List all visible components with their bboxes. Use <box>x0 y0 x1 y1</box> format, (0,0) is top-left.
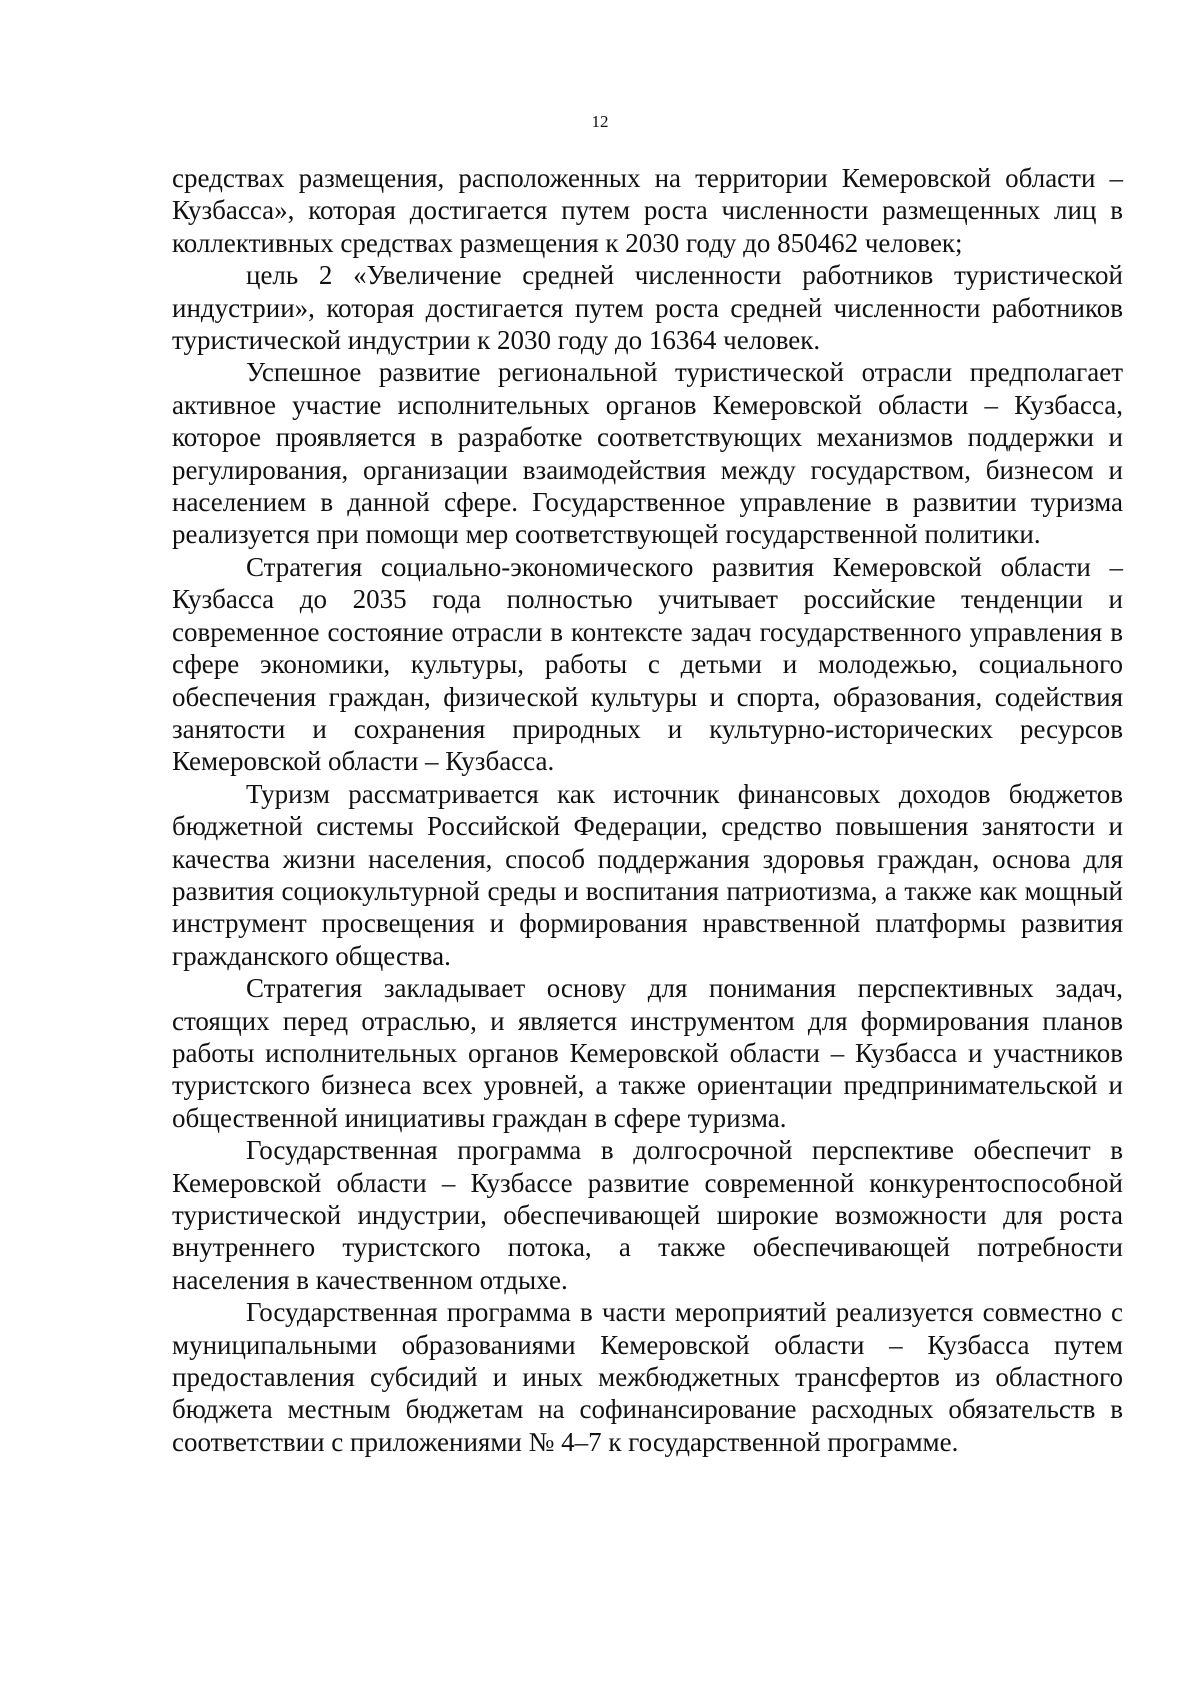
paragraph-program-municipal: Государственная программа в части мероприятий реализуется совместно с муниципальными образованиями Кемеровской области – Кузбасса путем предоставления субсидий и иных межбюджетных трансфертов из областного бюджета местным бюджетам на софинансирование расходных обязательств в соответствии с приложениями № 4–7 к государственной программе. <box>172 1297 1123 1457</box>
paragraph-goal-2: цель 2 «Увеличение средней численности работников туристической индустрии», которая достигается путем роста средней численности работников туристической индустрии к 2030 году до 16364 человек. <box>172 260 1123 356</box>
paragraph-continuation: средствах размещения, расположенных на территории Кемеровской области – Кузбасса», которая достигается путем роста численности размещенных лиц в коллективных средствах размещения к 2030 году до 850462 человек; <box>172 163 1123 258</box>
paragraph-program-longterm: Государственная программа в долгосрочной перспективе обеспечит в Кемеровской области – Кузбассе развитие современной конкурентоспособной туристической индустрии, обеспечивающей широкие возможности для роста внутреннего туристского потока, а также обеспечивающей потребности населения в качественном отдыхе. <box>172 1135 1123 1295</box>
page-number: 12 <box>591 112 609 131</box>
document-body <box>172 162 1123 1458</box>
paragraph-strategy-basis: Стратегия закладывает основу для понимания перспективных задач, стоящих перед отраслью, и является инструментом для формирования планов работы исполнительных органов Кемеровской области – Кузбасса и участников туристского бизнеса всех уровней, а также ориентации предпринимательской и общественной инициативы граждан в сфере туризма. <box>172 973 1123 1133</box>
paragraph-strategy-2035: Стратегия социально-экономического развития Кемеровской области – Кузбасса до 2035 года полностью учитывает российские тенденции и современное состояние отрасли в контексте задач государственного управления в сфере экономики, культуры, работы с детьми и молодежью, социального обеспечения граждан, физической культуры и спорта, образования, содействия занятости и сохранения природных и культурно-исторических ресурсов Кемеровской области – Кузбасса. <box>172 551 1123 777</box>
paragraph-regional-development: Успешное развитие региональной туристической отрасли предполагает активное участие исполнительных органов Кемеровской области – Кузбасса, которое проявляется в разработке соответствующих механизмов поддержки и регулирования, организации взаимодействия между государством, бизнесом и населением в данной сфере. Государственное управление в развитии туризма реализуется при помощи мер соответствующей государственной политики. <box>172 357 1123 550</box>
paragraph-tourism-role: Туризм рассматривается как источник финансовых доходов бюджетов бюджетной системы Российской Федерации, средство повышения занятости и качества жизни населения, способ поддержания здоровья граждан, основа для развития социокультурной среды и воспитания патриотизма, а также как мощный инструмент просвещения и формирования нравственной платформы развития гражданского общества. <box>172 778 1123 971</box>
